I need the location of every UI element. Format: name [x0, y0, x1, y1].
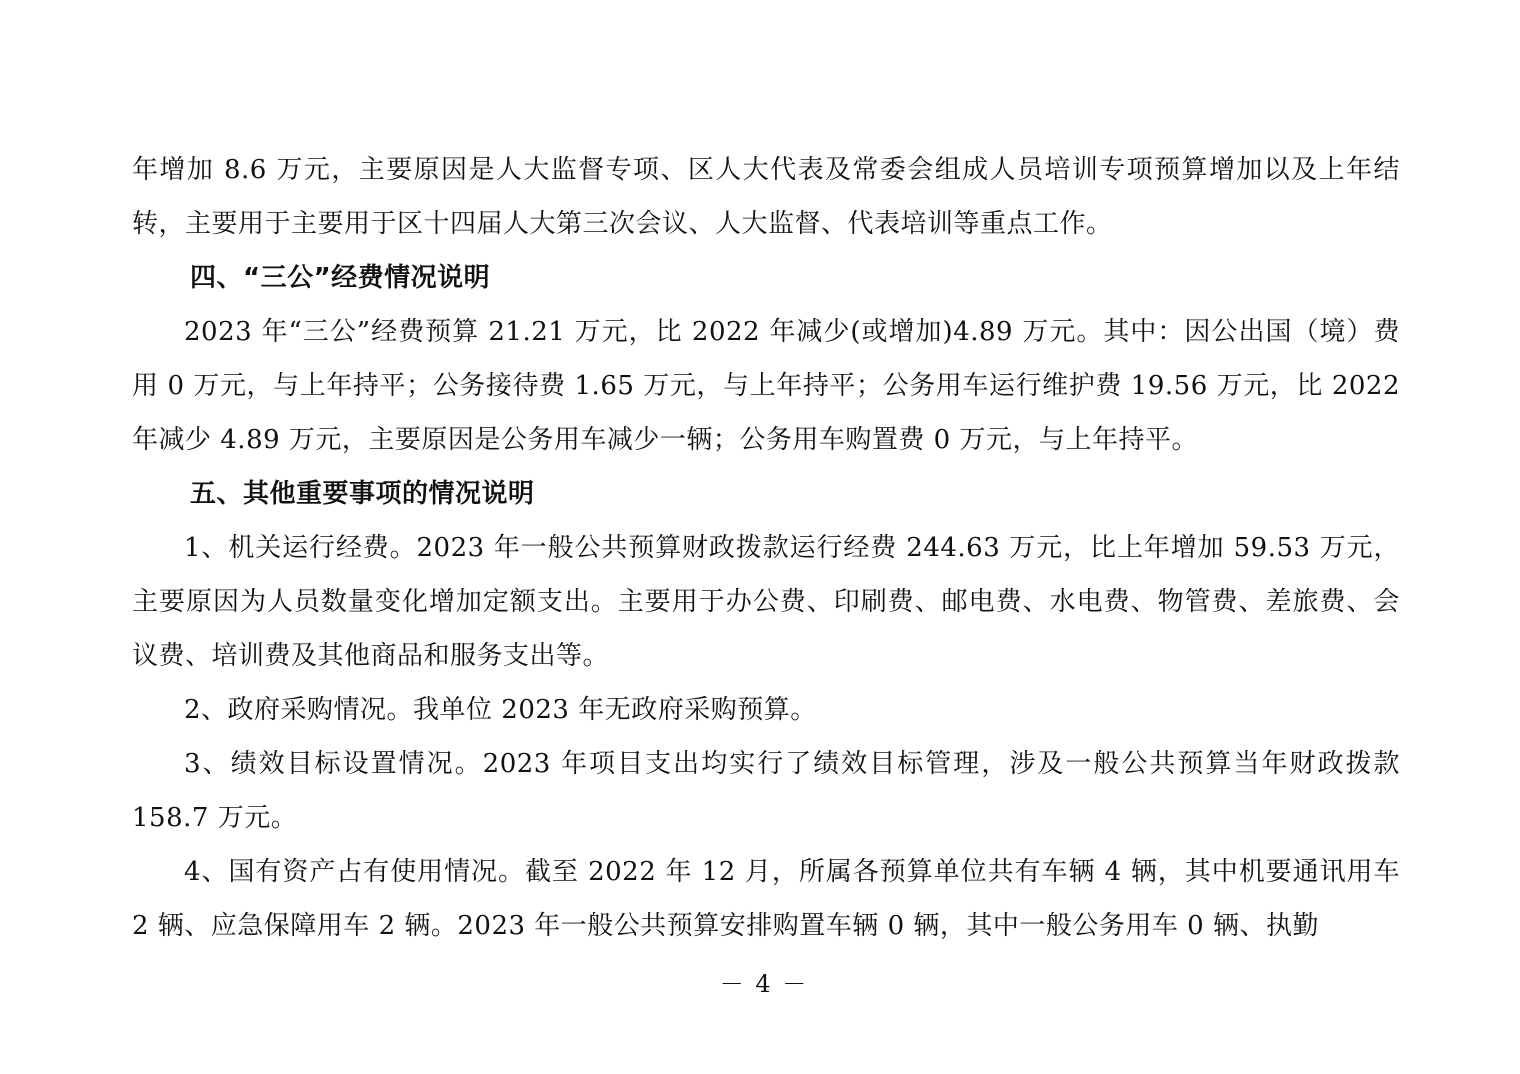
paragraph-government-procurement: 2、政府采购情况。我单位 2023 年无政府采购预算。 — [184, 695, 817, 725]
section-heading-three-public: 四、“三公”经费情况说明 — [190, 263, 491, 293]
section-heading-other-matters: 五、其他重要事项的情况说明 — [190, 479, 535, 509]
paragraph-three-public-budget: 2023 年“三公”经费预算 21.21 万元，比 2022 年减少(或增加)4.89 万元。其中：因公出国（境）费用 0 万元，与上年持平；公务接待费 1.65 万元，与上年持平；公务用车运行维护费 19.56 万元，比 2022 年减少 4.89 万元，主要原因是公务用车减少一辆；公务用车购置费 0 万元，与上年持平。 — [132, 317, 1400, 455]
paragraph-state-assets: 4、国有资产占有使用情况。截至 2022 年 12 月，所属各预算单位共有车辆 4 辆，其中机要通讯用车 2 辆、应急保障用车 2 辆。2023 年一般公共预算安排购置车辆 0 辆，其中一般公务用车 0 辆、执勤 — [132, 857, 1400, 941]
paragraph-performance-targets: 3、绩效目标设置情况。2023 年项目支出均实行了绩效目标管理，涉及一般公共预算当年财政拨款 158.7 万元。 — [132, 749, 1400, 833]
paragraph-operating-funds: 1、机关运行经费。2023 年一般公共预算财政拨款运行经费 244.63 万元，比上年增加 59.53 万元，主要原因为人员数量变化增加定额支出。主要用于办公费、印刷费、邮电费、水电费、物管费、差旅费、会议费、培训费及其他商品和服务支出等。 — [132, 533, 1400, 671]
paragraph-budget-increase: 年增加 8.6 万元，主要原因是人大监督专项、区人大代表及常委会组成人员培训专项预算增加以及上年结转，主要用于主要用于区十四届人大第三次会议、人大监督、代表培训等重点工作。 — [132, 155, 1400, 239]
document-page — [132, 143, 1400, 953]
page-number: － 4 － — [719, 970, 809, 998]
